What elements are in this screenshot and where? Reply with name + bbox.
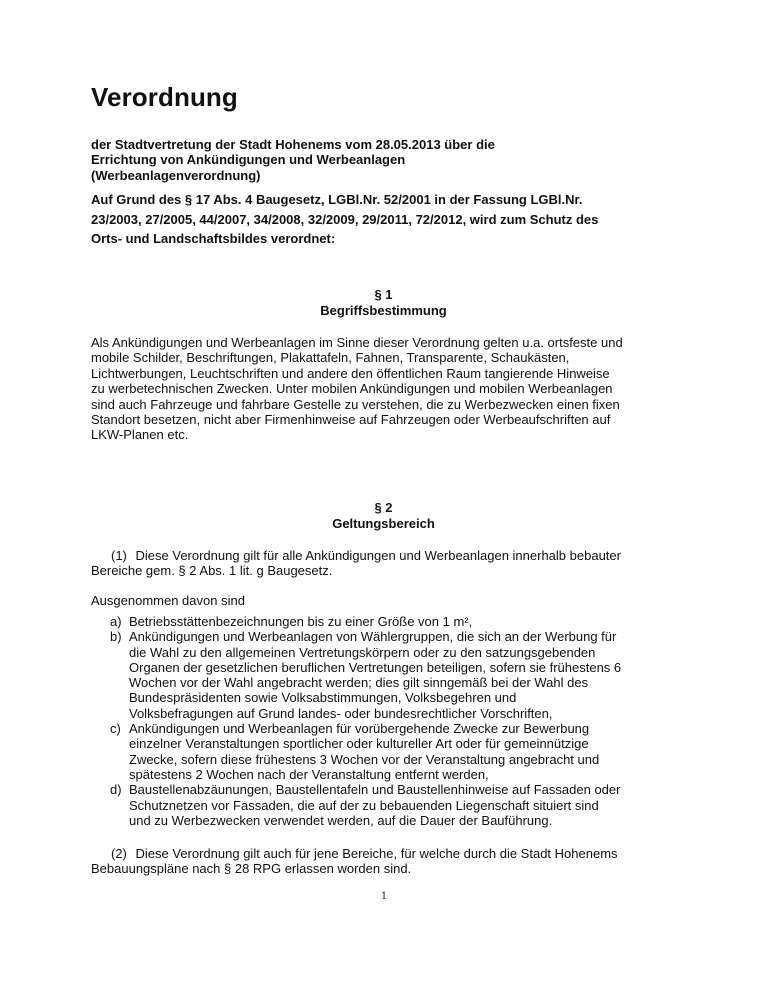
paragraph-line: Bebauungspläne nach § 28 RPG erlassen worden sind.: [91, 861, 412, 877]
list-item: [110, 782, 700, 828]
list-item-line: Zwecke, sofern diese frühestens 3 Wochen vor der Veranstaltung angebracht und: [129, 751, 600, 767]
body-line: mobile Schilder, Beschriftungen, Plakattafeln, Fahnen, Transparente, Schaukästen,: [91, 350, 570, 366]
paragraph-line: Diese Verordnung gilt auch für jene Bereiche, für welche durch die Stadt Hohenems: [135, 846, 618, 861]
exceptions-list: [110, 614, 700, 828]
section-number: § 1: [374, 287, 393, 302]
paragraph-line: Diese Verordnung gilt für alle Ankündigungen und Werbeanlagen innerhalb bebauter: [135, 548, 621, 563]
list-item-line: die Wahl zu den allgemeinen Vertretungskörpern oder zu den satzungsgebenden: [129, 644, 596, 660]
list-marker: d): [110, 782, 122, 798]
subtitle-line: der Stadtvertretung der Stadt Hohenems vom 28.05.2013 über die: [91, 137, 495, 152]
subtitle-line: (Werbeanlagenverordnung): [91, 167, 261, 183]
list-item-line: Ankündigungen und Werbeanlagen für vorübergehende Zwecke zur Bewerbung: [129, 721, 590, 737]
list-marker: b): [110, 629, 122, 645]
list-item-line: und zu Werbezwecken verwendet werden, auf die Dauer der Bauführung.: [129, 812, 553, 828]
body-line: zu werbetechnischen Zwecken. Unter mobilen Ankündigungen und mobilen Werbeanlagen: [91, 381, 613, 397]
preamble: [91, 190, 711, 249]
list-item-line: Schutznetzen vor Fassaden, die auf der zu bebauenden Liegenschaft situiert sind: [129, 797, 599, 813]
paragraph-number: (2): [111, 846, 127, 861]
list-item-line: Ankündigungen und Werbeanlagen von Wählergruppen, die sich an der Werbung für: [129, 629, 617, 645]
section-2-paragraph-2: [91, 846, 691, 877]
list-item: [110, 721, 700, 782]
section-2-heading: [91, 500, 676, 532]
section-title: Begriffsbestimmung: [320, 303, 447, 318]
section-1-heading: [91, 287, 676, 319]
paragraph-number: (1): [111, 548, 127, 563]
document-subtitle: [91, 137, 691, 183]
list-item-line: Baustellenabzäunungen, Baustellentafeln und Baustellenhinweise auf Fassaden oder: [129, 782, 621, 798]
list-item-line: Betriebsstättenbezeichnungen bis zu einer Größe von 1 m²,: [129, 614, 473, 629]
section-2-paragraph-1: [91, 548, 691, 579]
body-line: Als Ankündigungen und Werbeanlagen im Sinne dieser Verordnung gelten u.a. ortsfeste und: [91, 335, 623, 350]
section-1-body: [91, 335, 691, 443]
body-line: sind auch Fahrzeuge und fahrbare Gestelle zu verstehen, die zu Werbezwecken einen fixen: [91, 396, 620, 412]
body-line: Standort besetzen, nicht aber Firmenhinweise auf Fahrzeugen oder Werbeaufschriften auf: [91, 412, 611, 428]
list-item-line: einzelner Veranstaltungen sportlicher oder kultureller Art oder für gemeinnützige: [129, 736, 589, 752]
list-marker: c): [110, 721, 121, 737]
list-item-line: Wochen vor der Wahl angebracht werden; dies gilt sinngemäß bei der Wahl des: [129, 675, 589, 691]
list-item: [110, 614, 700, 629]
subtitle-line: Errichtung von Ankündigungen und Werbeanlagen: [91, 152, 406, 168]
body-line: LKW-Planen etc.: [91, 427, 189, 443]
preamble-line: Auf Grund des § 17 Abs. 4 Baugesetz, LGBl.Nr. 52/2001 in der Fassung LGBl.Nr.: [91, 192, 583, 207]
list-item-line: Volksbefragungen auf Grund landes- oder bundesrechtlicher Vorschriften,: [129, 705, 553, 721]
preamble-line: Orts- und Landschaftsbildes verordnet:: [91, 231, 336, 246]
document-title: Verordnung: [91, 82, 238, 112]
section-title: Geltungsbereich: [332, 516, 435, 531]
page-number: 1: [380, 891, 388, 902]
list-item-line: Bundespräsidenten sowie Volksabstimmungen, Volksbegehren und: [129, 690, 517, 706]
paragraph-line: Bereiche gem. § 2 Abs. 1 lit. g Baugesetz.: [91, 563, 333, 579]
list-item: [110, 629, 700, 721]
list-item-line: Organen der gesetzlichen beruflichen Vertretungen beteiligen, sofern sie frühestens 6: [129, 659, 622, 675]
list-item-line: spätestens 2 Wochen nach der Veranstaltung entfernt werden,: [129, 766, 489, 782]
body-line: Lichtwerbungen, Leuchtschriften und andere den öffentlichen Raum tangierende Hinweise: [91, 365, 610, 381]
preamble-line: 23/2003, 27/2005, 44/2007, 34/2008, 32/2009, 29/2011, 72/2012, wird zum Schutz des: [91, 211, 599, 227]
list-marker: a): [110, 614, 122, 629]
exceptions-intro: Ausgenommen davon sind: [91, 593, 245, 608]
section-number: § 2: [374, 500, 393, 515]
